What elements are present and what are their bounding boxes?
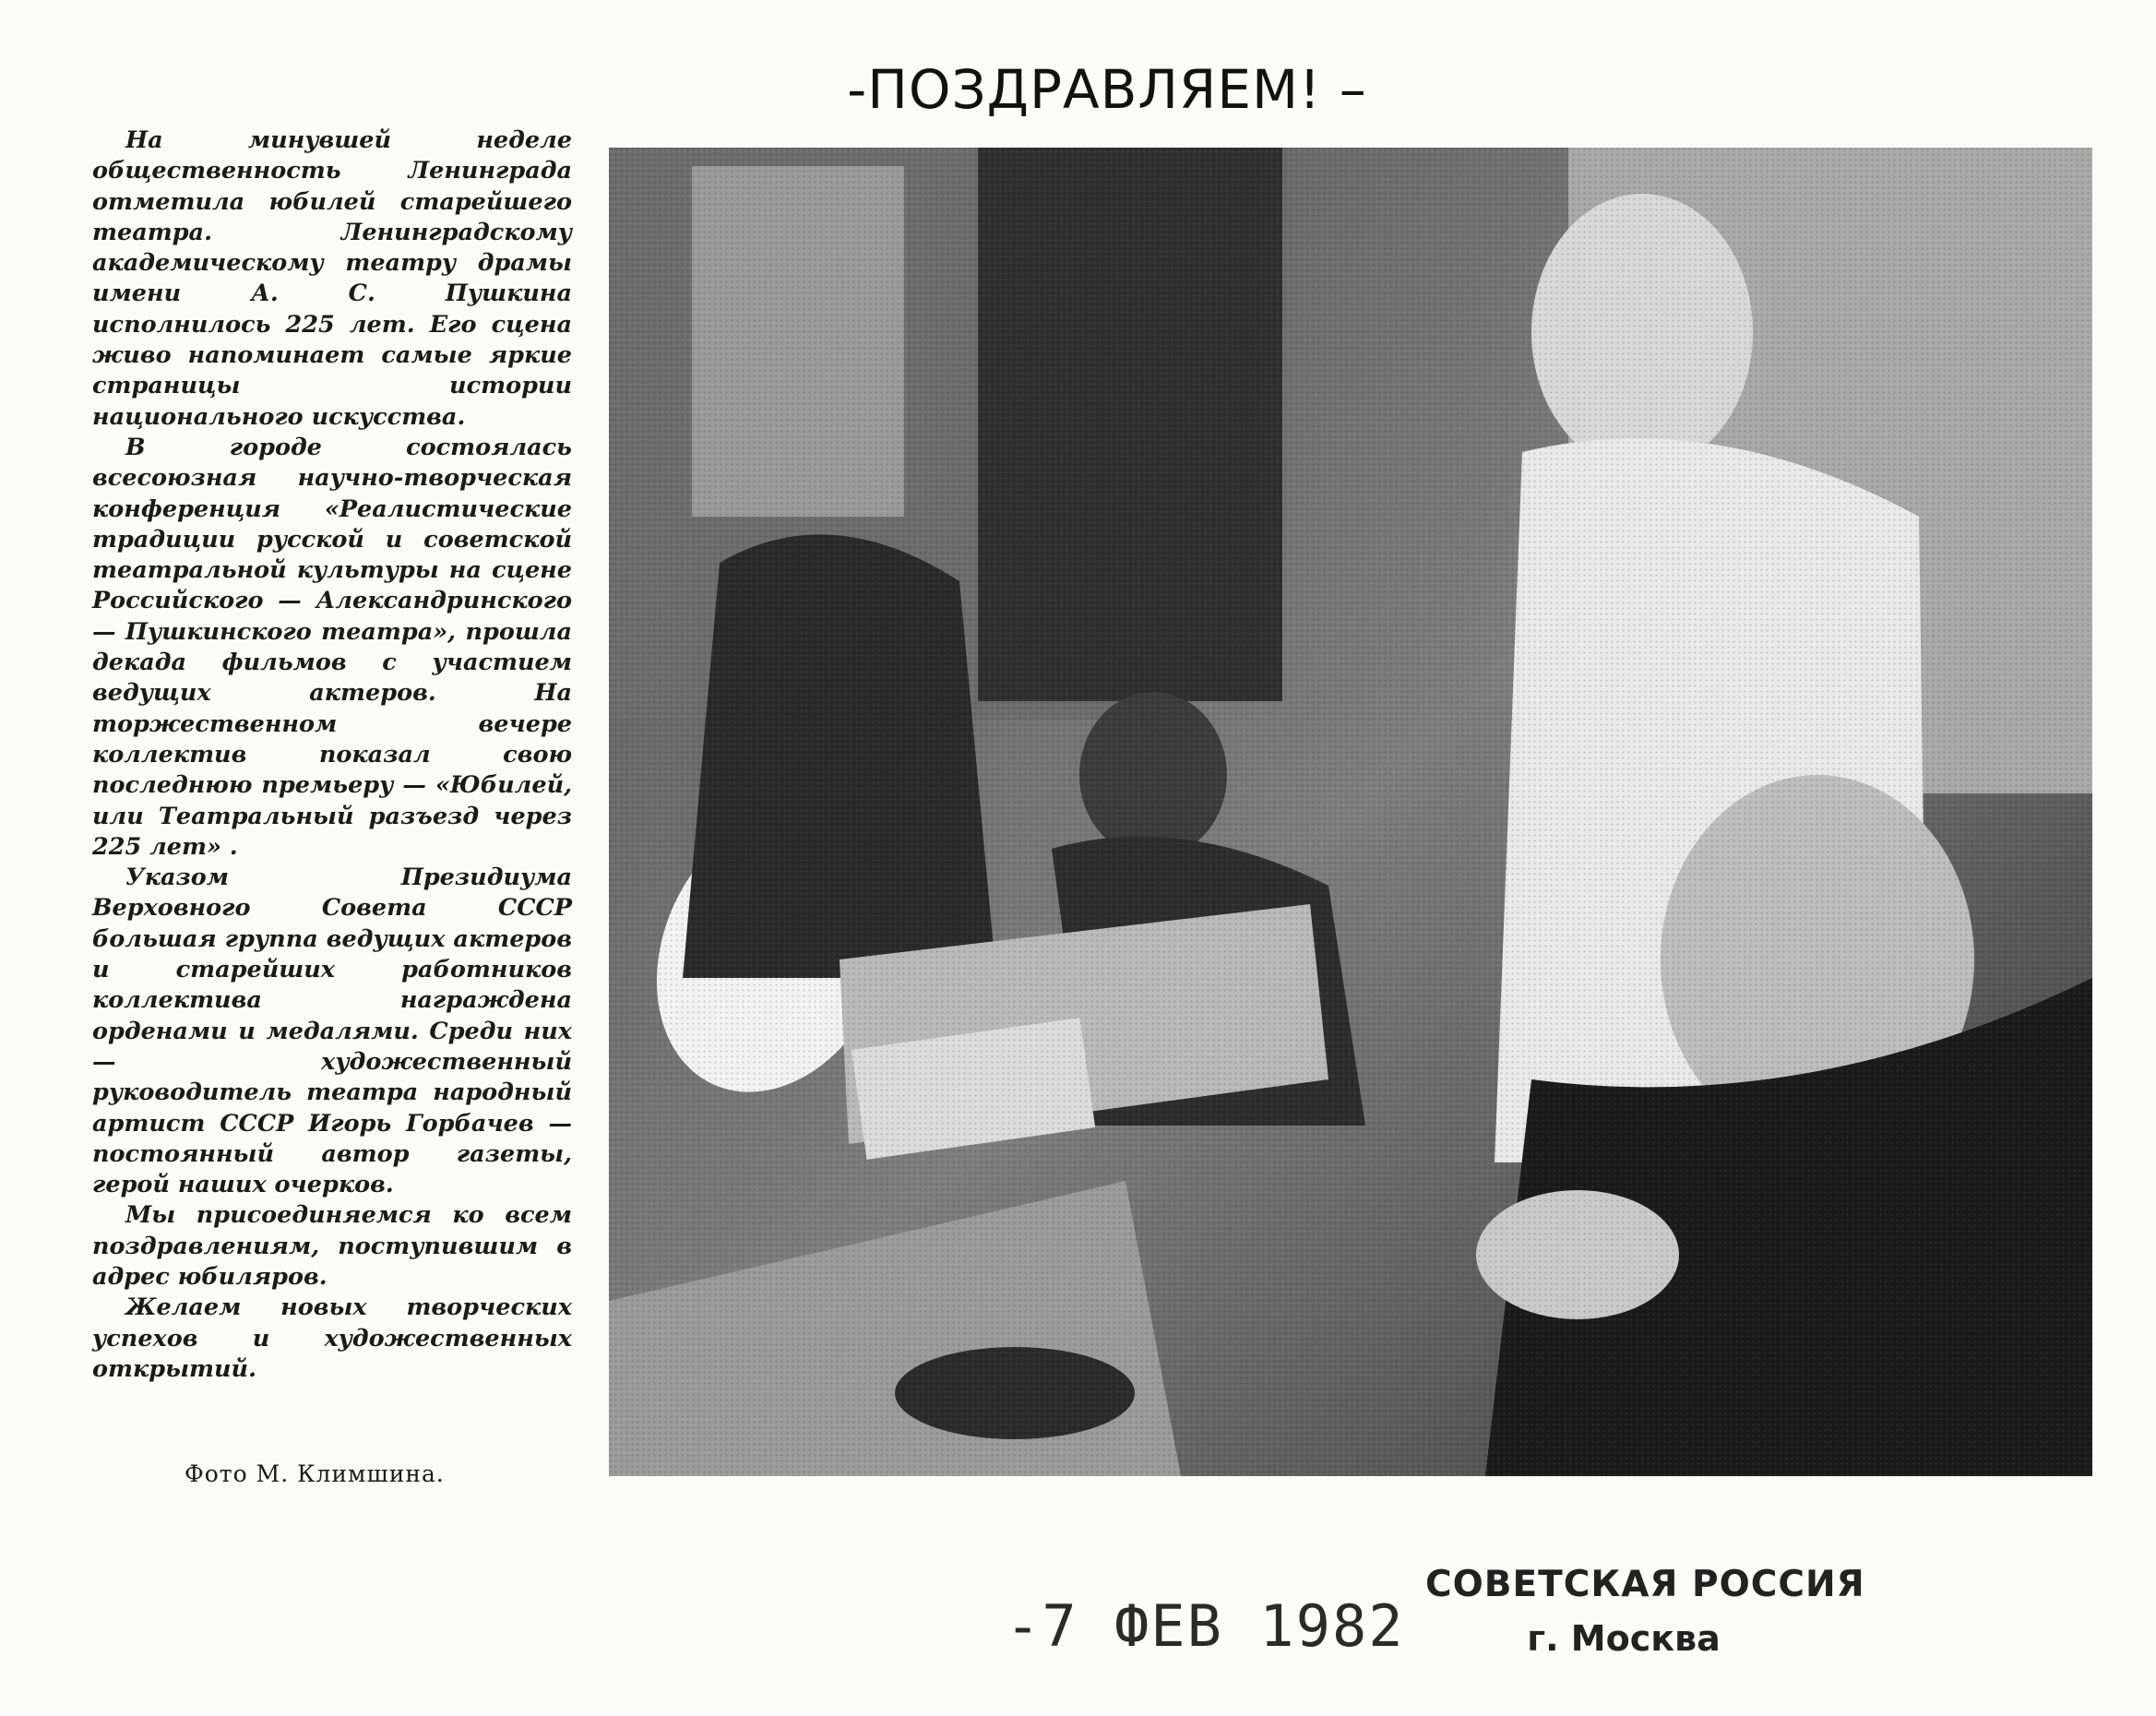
photo-credit: Фото М. Климшина.	[185, 1460, 445, 1487]
date-stamp: -7 ФЕВ 1982	[1006, 1592, 1405, 1660]
theatre-photo	[609, 148, 2092, 1476]
headline: -ПОЗДРАВЛЯЕМ! –	[847, 58, 1367, 121]
article-paragraph: На минувшей неделе общественность Ленинграда отметила юбилей старейшего театра. Ленинградскому академическому театру драмы имени А. С. Пушкина исполнилось 225 лет. Его сцена живо напоминает самые яркие страницы истории национального искусства.	[92, 126, 572, 431]
newspaper-stamp	[1425, 1559, 1865, 1688]
article-paragraph: Мы присоединяемся ко всем поздравлениям, поступившим в адрес юбиляров.	[92, 1201, 572, 1291]
article-paragraph: В городе состоялась всесоюзная научно-творческая конференция «Реалистические традиции русской и советской театральной культуры на сцене Российского — Александринского — Пушкинского театра», прошла декада фильмов с участием ведущих актеров. На торжественном вечере коллектив показал свою последнюю премьеру — «Юбилей, или Театральный разъезд через 225 лет» .	[92, 433, 572, 861]
article-paragraph: Желаем новых творческих успехов и художественных открытий.	[92, 1293, 572, 1383]
photo-placeholder-icon	[609, 148, 2092, 1476]
article-text	[92, 125, 572, 1491]
newspaper-name: СОВЕТСКАЯ РОССИЯ	[1425, 1564, 1865, 1605]
article-paragraph: Указом Президиума Верховного Совета СССР большая группа ведущих актеров и старейших работников коллектива награждена орденами и медалями. Среди них — художественный руководитель театра народный артист СССР Игорь Горбачев — постоянный автор газеты, герой наших очерков.	[92, 864, 572, 1199]
newspaper-city: г. Москва	[1527, 1618, 1721, 1659]
